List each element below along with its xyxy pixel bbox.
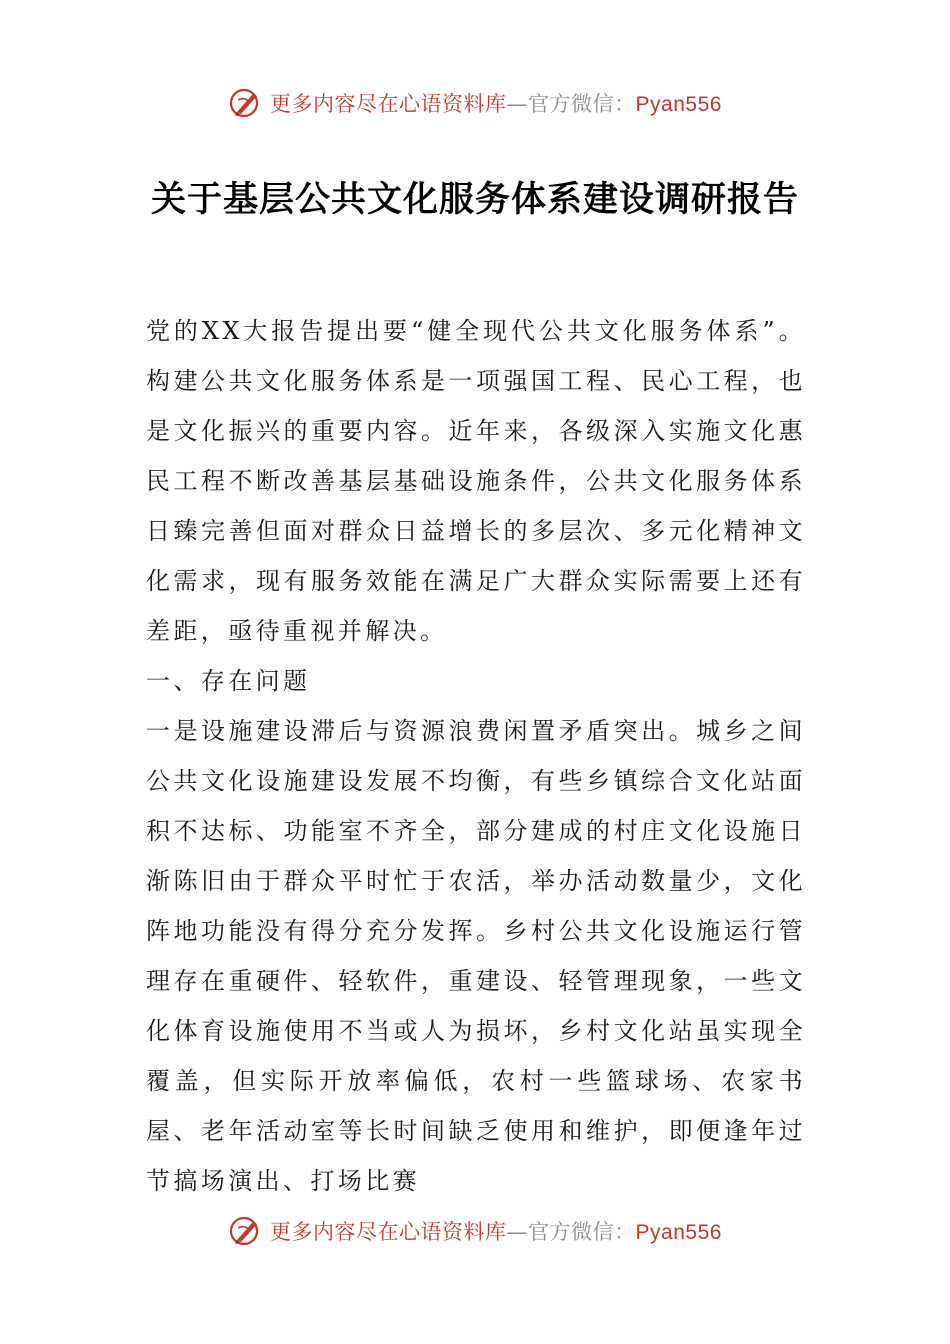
intro-paragraph: 党的XX大报告提出要“健全现代公共文化服务体系”。构建公共文化服务体系是一项强国工程、民心工程，也是文化振兴的重要内容。近年来，各级深入实施文化惠民工程不断改善基层基础设施条件，公共文化服务体系日臻完善但面对群众日益增长的多层次、多元化精神文化需求，现有服务效能在满足广大群众实际需要上还有差距，亟待重视并解决。 (146, 317, 806, 645)
watermark-dash: — (506, 1220, 529, 1244)
section-heading: 一、存在问题 (146, 667, 311, 695)
watermark-dash: — (506, 92, 529, 116)
watermark-wechat-label: 官方微信： (528, 1220, 636, 1244)
watermark-library-text: 更多内容尽在心语资料库 (270, 92, 507, 116)
watermark-banner-top (0, 83, 950, 123)
watermark-wechat-label: 官方微信： (528, 92, 636, 116)
document-body (146, 306, 806, 1206)
pen-logo-icon (228, 85, 264, 121)
pen-logo-icon (228, 1213, 264, 1249)
watermark-library-text: 更多内容尽在心语资料库 (270, 1220, 507, 1244)
watermark-wechat-id: Pyan556 (635, 1221, 722, 1244)
watermark-wechat-id: Pyan556 (635, 93, 722, 116)
document-title: 关于基层公共文化服务体系建设调研报告 (150, 180, 799, 220)
watermark-banner-bottom (0, 1211, 950, 1251)
section-paragraph: 一是设施建设滞后与资源浪费闲置矛盾突出。城乡之间公共文化设施建设发展不均衡，有些乡镇综合文化站面积不达标、功能室不齐全，部分建成的村庄文化设施日渐陈旧由于群众平时忙于农活，举办活动数量少，文化阵地功能没有得分充分发挥。乡村公共文化设施运行管理存在重硬件、轻软件，重建设、轻管理现象，一些文化体育设施使用不当或人为损坏，乡村文化站虽实现全覆盖，但实际开放率偏低，农村一些篮球场、农家书屋、老年活动室等长时间缺乏使用和维护，即便逢年过节搞场演出、打场比赛 (146, 717, 806, 1195)
